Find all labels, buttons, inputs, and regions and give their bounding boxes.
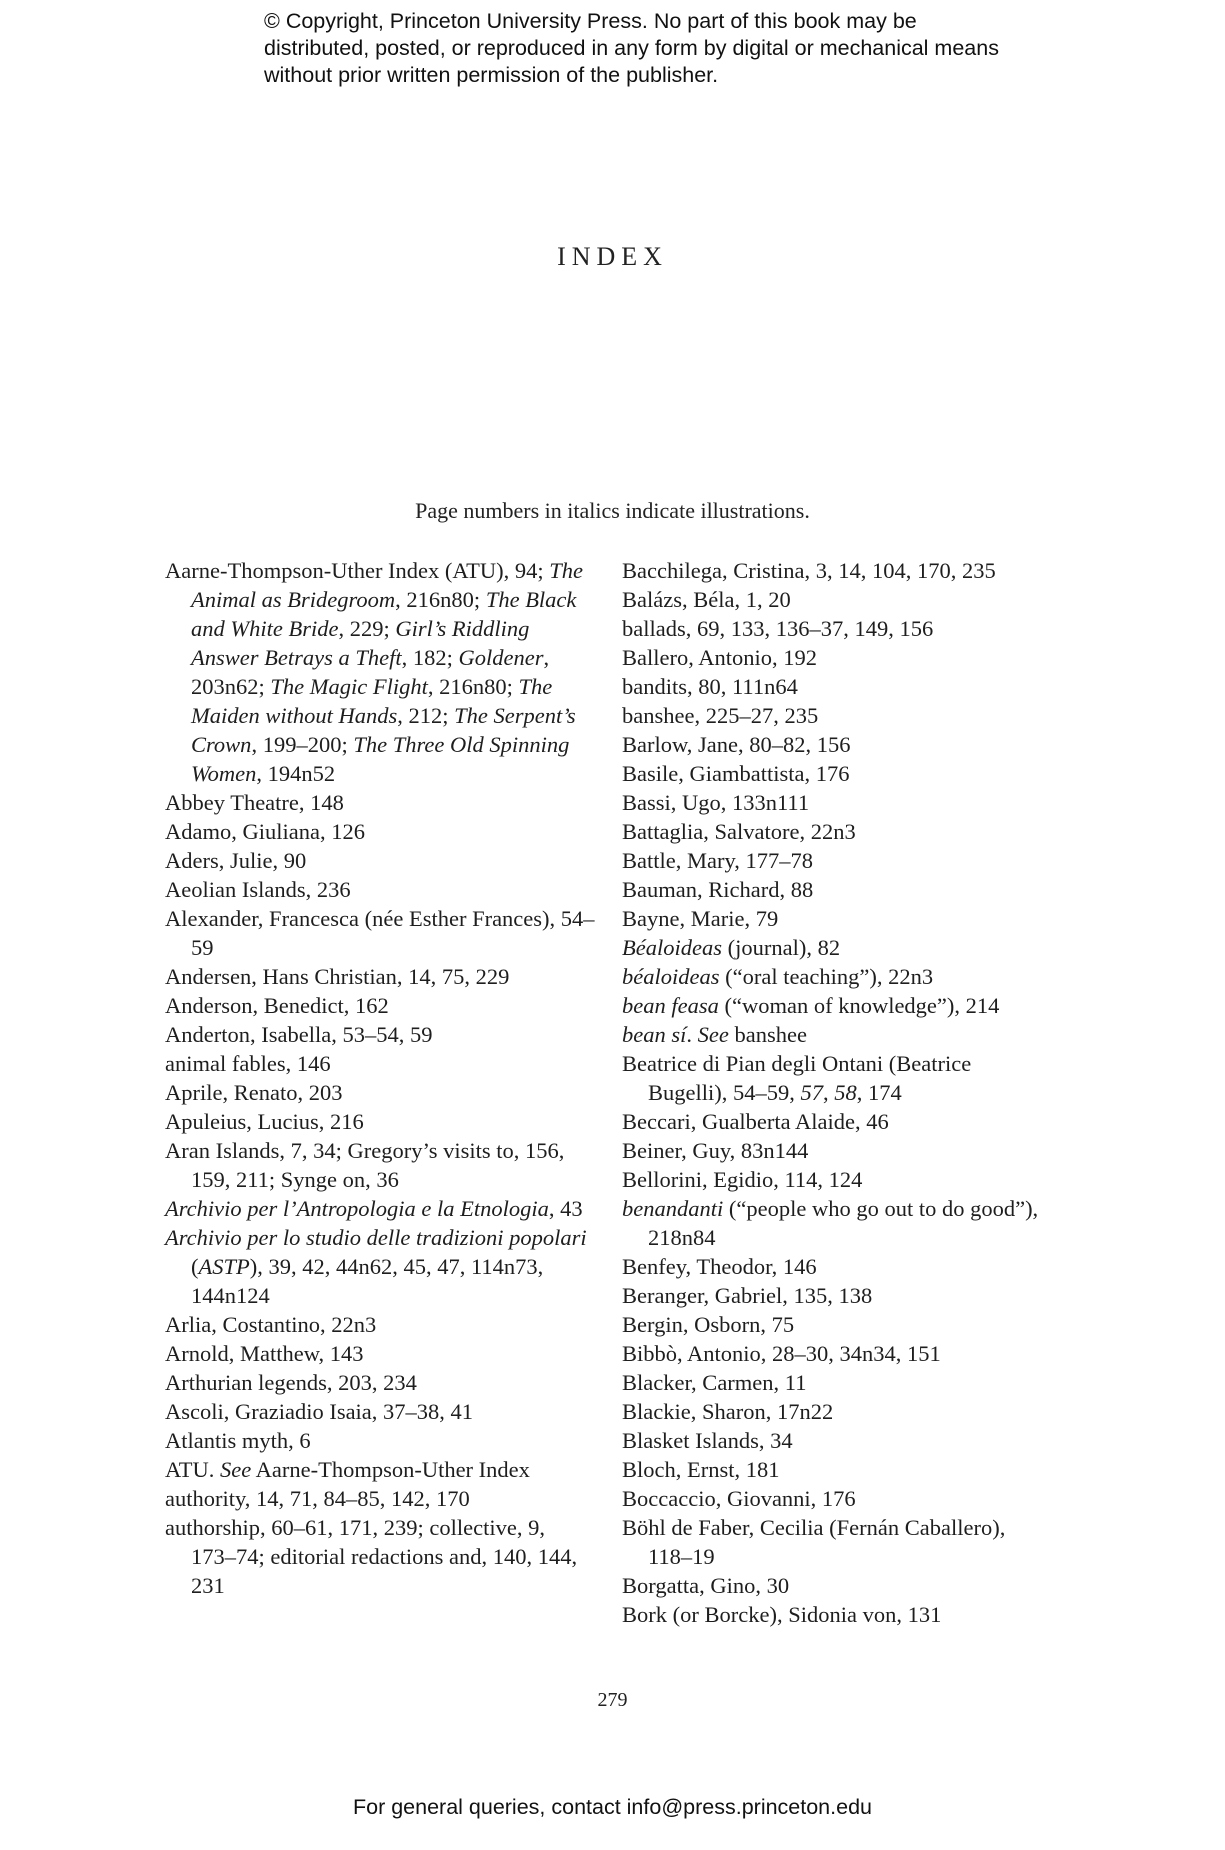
index-entry-italic-text: Béaloideas — [622, 935, 722, 960]
index-entry — [622, 1426, 1042, 1455]
index-entry — [165, 1484, 595, 1513]
index-entry-text: banshee — [728, 1022, 807, 1047]
index-entry — [622, 1020, 1042, 1049]
index-entry — [165, 1397, 595, 1426]
index-entry-text: Böhl de Faber, Cecilia (Fernán Caballero), 118–19 — [622, 1515, 1006, 1569]
index-entry-text: Bergin, Osborn, 75 — [622, 1312, 795, 1337]
index-entry — [165, 1310, 595, 1339]
index-entry-text: Benfey, Theodor, 146 — [622, 1254, 817, 1279]
index-entry-text: Alexander, Francesca (née Esther Frances), 54–59 — [165, 906, 595, 960]
index-entry — [165, 556, 595, 788]
index-entry — [622, 1136, 1042, 1165]
index-entry-text: Aders, Julie, 90 — [165, 848, 307, 873]
index-entry — [622, 1252, 1042, 1281]
page-number: 279 — [597, 1689, 628, 1711]
index-entry-text: Basile, Giambattista, 176 — [622, 761, 850, 786]
index-entry — [165, 991, 595, 1020]
index-entry-text: bandits, 80, 111n64 — [622, 674, 798, 699]
index-entry-italic-text: The Three Old Spinning Women — [191, 732, 570, 786]
index-entry-text: , 199–200; — [251, 732, 354, 757]
index-entry — [622, 1600, 1042, 1629]
index-entry-italic-text: The Black and White Bride — [191, 587, 577, 641]
index-entry-text: , 216n80; — [395, 587, 486, 612]
index-entry-text: banshee, 225–27, 235 — [622, 703, 819, 728]
index-entry — [622, 846, 1042, 875]
index-entry — [165, 1049, 595, 1078]
page-title: INDEX — [557, 242, 668, 271]
index-entry-text: Andersen, Hans Christian, 14, 75, 229 — [165, 964, 510, 989]
index-entry-text: Bibbò, Antonio, 28–30, 34n34, 151 — [622, 1341, 941, 1366]
index-entry-text: . — [686, 1022, 698, 1047]
index-entry-text: authority, 14, 71, 84–85, 142, 170 — [165, 1486, 470, 1511]
index-entry-italic-text: Goldener — [458, 645, 544, 670]
index-entry-text: Aarne-Thompson-Uther Index — [251, 1457, 530, 1482]
index-entry-text: Arnold, Matthew, 143 — [165, 1341, 364, 1366]
index-entry — [165, 1339, 595, 1368]
index-entry-text: Ascoli, Graziadio Isaia, 37–38, 41 — [165, 1399, 474, 1424]
index-entry-text: (“woman of knowledge”), 214 — [718, 993, 1000, 1018]
index-entry-text: Abbey Theatre, 148 — [165, 790, 344, 815]
index-entry-italic-text: See — [220, 1457, 252, 1482]
index-entry-text: Adamo, Giuliana, 126 — [165, 819, 365, 844]
index-entry — [622, 1397, 1042, 1426]
index-entry-text: , 182; — [401, 645, 459, 670]
index-entry — [165, 1020, 595, 1049]
index-entry-text: Anderton, Isabella, 53–54, 59 — [165, 1022, 433, 1047]
index-entry-text: , 216n80; — [427, 674, 519, 699]
index-entry-text: , 174 — [856, 1080, 902, 1105]
index-entry-text: Bacchilega, Cristina, 3, 14, 104, 170, 235 — [622, 558, 996, 583]
index-entry-text: Bellorini, Egidio, 114, 124 — [622, 1167, 863, 1192]
index-entry-text: , 43 — [548, 1196, 583, 1221]
index-entry — [622, 1484, 1042, 1513]
index-entry — [165, 904, 595, 962]
index-entry-text: Arthurian legends, 203, 234 — [165, 1370, 417, 1395]
index-entry — [622, 1107, 1042, 1136]
index-entry-text: Bork (or Borcke), Sidonia von, 131 — [622, 1602, 942, 1627]
index-entry — [622, 1310, 1042, 1339]
index-entry — [165, 1107, 595, 1136]
index-column-right — [622, 556, 1042, 1629]
index-entry — [165, 788, 595, 817]
index-entry-text: Bayne, Marie, 79 — [622, 906, 779, 931]
index-entry — [622, 614, 1042, 643]
index-entry-italic-text: Archivio per l’Antropologia e la Etnologia — [165, 1196, 549, 1221]
index-entry-text: authorship, 60–61, 171, 239; collective, 9, 173–74; editorial redactions and, 140, 144, 231 — [165, 1515, 578, 1598]
index-entry-text: , 194n52 — [256, 761, 336, 786]
footer-contact: For general queries, contact info@press.princeton.edu — [352, 1795, 872, 1819]
index-entry-text: Aeolian Islands, 236 — [165, 877, 351, 902]
index-entry — [165, 1223, 595, 1310]
index-entry — [165, 817, 595, 846]
index-entry — [622, 672, 1042, 701]
index-entry-italic-text: Archivio per lo studio delle tradizioni popolari — [165, 1225, 587, 1250]
index-entry — [622, 759, 1042, 788]
index-entry-text: ( — [191, 1254, 199, 1279]
index-entry-text: (“people who go out to do good”), 218n84 — [648, 1196, 1039, 1250]
index-entry — [165, 1136, 595, 1194]
index-entry-italic-text: The Animal as Bridegroom — [191, 558, 584, 612]
index-entry — [165, 962, 595, 991]
index-entry — [165, 1078, 595, 1107]
index-entry-text: Barlow, Jane, 80–82, 156 — [622, 732, 851, 757]
index-entry — [622, 585, 1042, 614]
index-entry — [622, 701, 1042, 730]
index-entry-text: (“oral teaching”), 22n3 — [719, 964, 934, 989]
index-entry-text: Arlia, Costantino, 22n3 — [165, 1312, 377, 1337]
copyright-notice: © Copyright, Princeton University Press. No part of this book may be distributed, posted, or reproduced in any form by digital or mechanical means without prior written permission of the publisher. — [264, 9, 999, 87]
index-entry — [622, 556, 1042, 585]
index-entry — [622, 730, 1042, 759]
index-entry — [622, 1455, 1042, 1484]
index-entry-italic-text: 57 — [800, 1080, 823, 1105]
index-entry-text: Aarne-Thompson-Uther Index (ATU), 94; — [165, 558, 550, 583]
index-entry — [622, 817, 1042, 846]
index-entry-italic-text: béaloideas — [622, 964, 720, 989]
index-entry-italic-text: benandanti — [622, 1196, 724, 1221]
index-entry-text: Borgatta, Gino, 30 — [622, 1573, 790, 1598]
index-entry — [622, 875, 1042, 904]
index-entry — [622, 1165, 1042, 1194]
index-entry-text: ), 39, 42, 44n62, 45, 47, 114n73, 144n124 — [191, 1254, 544, 1308]
index-entry — [622, 991, 1042, 1020]
index-entry-italic-text: The Serpent’s Crown — [191, 703, 576, 757]
index-entry — [622, 788, 1042, 817]
index-entry — [165, 1194, 595, 1223]
index-entry-text: Aprile, Renato, 203 — [165, 1080, 343, 1105]
index-entry-text: ballads, 69, 133, 136–37, 149, 156 — [622, 616, 934, 641]
index-entry — [622, 1339, 1042, 1368]
index-entry-text: Bauman, Richard, 88 — [622, 877, 814, 902]
index-entry-text: Beranger, Gabriel, 135, 138 — [622, 1283, 873, 1308]
index-entry-text: , 212; — [397, 703, 455, 728]
index-entry-text: Apuleius, Lucius, 216 — [165, 1109, 364, 1134]
index-entry-italic-text: The Maiden without Hands — [191, 674, 553, 728]
index-entry-text: Beatrice di Pian degli Ontani (Beatrice Bugelli), 54–59, — [622, 1051, 972, 1105]
index-entry-text: Anderson, Benedict, 162 — [165, 993, 389, 1018]
index-entry — [165, 846, 595, 875]
index-entry — [622, 643, 1042, 672]
index-entry-text: Blackie, Sharon, 17n22 — [622, 1399, 834, 1424]
index-entry-italic-text: See — [697, 1022, 729, 1047]
index-entry-text: Aran Islands, 7, 34; Gregory’s visits to, 156, 159, 211; Synge on, 36 — [165, 1138, 565, 1192]
index-entry-text: (journal), 82 — [721, 935, 841, 960]
index-note: Page numbers in italics indicate illustrations. — [415, 498, 810, 523]
index-entry — [622, 1368, 1042, 1397]
index-entry-italic-text: The Magic Flight — [270, 674, 428, 699]
index-entry-text: Blasket Islands, 34 — [622, 1428, 793, 1453]
index-entry — [622, 1049, 1042, 1107]
index-entry — [165, 1368, 595, 1397]
index-entry-text: Boccaccio, Giovanni, 176 — [622, 1486, 856, 1511]
index-entry — [622, 1281, 1042, 1310]
index-entry-text: Beccari, Gualberta Alaide, 46 — [622, 1109, 889, 1134]
index-entry-text: Battle, Mary, 177–78 — [622, 848, 814, 873]
index-entry-text: Beiner, Guy, 83n144 — [622, 1138, 809, 1163]
index-entry — [165, 875, 595, 904]
index-entry-text: Ballero, Antonio, 192 — [622, 645, 817, 670]
index-entry-text: animal fables, 146 — [165, 1051, 331, 1076]
index-entry-text: Blacker, Carmen, 11 — [622, 1370, 807, 1395]
index-entry-text: , 229; — [338, 616, 396, 641]
index-entry-italic-text: 58 — [834, 1080, 857, 1105]
index-entry — [165, 1455, 595, 1484]
index-entry-text: , — [823, 1080, 835, 1105]
index-entry-text: Balázs, Béla, 1, 20 — [622, 587, 791, 612]
index-entry-text: Battaglia, Salvatore, 22n3 — [622, 819, 856, 844]
index-entry-text: Bloch, Ernst, 181 — [622, 1457, 780, 1482]
index-entry — [622, 1571, 1042, 1600]
index-entry-text: Atlantis myth, 6 — [165, 1428, 311, 1453]
index-entry-text: ATU. — [165, 1457, 220, 1482]
index-entry — [165, 1426, 595, 1455]
index-entry-italic-text: bean sí — [622, 1022, 687, 1047]
index-entry — [622, 1513, 1042, 1571]
index-entry — [165, 1513, 595, 1600]
index-entry-italic-text: Girl’s Riddling Answer Betrays a Theft — [191, 616, 530, 670]
index-entry-italic-text: ASTP — [198, 1254, 250, 1279]
index-entry-text: Bassi, Ugo, 133n111 — [622, 790, 810, 815]
index-entry — [622, 962, 1042, 991]
index-entry — [622, 933, 1042, 962]
index-entry-italic-text: bean feasa — [622, 993, 719, 1018]
index-column-left — [165, 556, 595, 1600]
index-entry-text: , 203n62; — [191, 645, 550, 699]
index-entry — [622, 904, 1042, 933]
index-entry — [622, 1194, 1042, 1252]
